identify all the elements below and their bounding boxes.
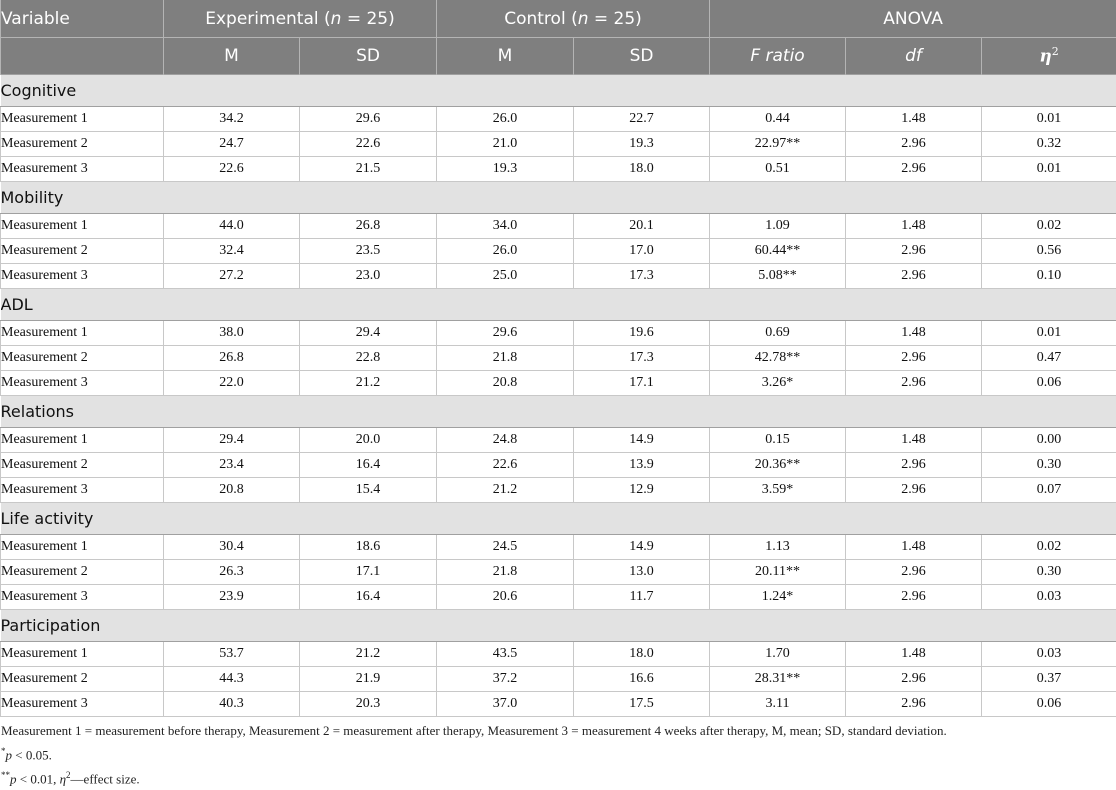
table-cell: 24.7 [164, 132, 300, 157]
table-cell: 17.5 [574, 692, 710, 717]
row-label: Measurement 3 [1, 478, 164, 503]
table-cell: 2.96 [846, 667, 982, 692]
table-cell: 18.0 [574, 642, 710, 667]
table-row [1, 371, 1116, 396]
section-row [1, 396, 1116, 428]
footnote-abbreviations: Measurement 1 = measurement before therapy, Measurement 2 = measurement after therapy, Measurement 3 = measurement 4 weeks after therapy, M, mean; SD, standard deviation. [1, 721, 1111, 741]
table-cell: 20.8 [437, 371, 574, 396]
table-cell: 13.0 [574, 560, 710, 585]
table-cell: 0.00 [982, 428, 1116, 453]
section-row [1, 75, 1116, 107]
table-cell: 0.01 [982, 107, 1116, 132]
header-ctl-m: M [437, 38, 574, 75]
footnote-p001: **p < 0.01, $\eta^2—effect$ size. [1, 765, 1111, 789]
table-cell: 32.4 [164, 239, 300, 264]
table-cell: 22.8 [300, 346, 437, 371]
header-variable-blank [1, 38, 164, 75]
table-cell: 20.3 [300, 692, 437, 717]
table-cell: 0.47 [982, 346, 1116, 371]
table-cell: 20.8 [164, 478, 300, 503]
table-cell: 43.5 [437, 642, 574, 667]
table-cell: 1.48 [846, 107, 982, 132]
section-row [1, 182, 1116, 214]
table-cell: 34.0 [437, 214, 574, 239]
table-cell: 0.30 [982, 560, 1116, 585]
table-cell: 19.3 [437, 157, 574, 182]
table-cell: 2.96 [846, 692, 982, 717]
table-row [1, 132, 1116, 157]
table-cell: 0.01 [982, 157, 1116, 182]
table-cell: 22.0 [164, 371, 300, 396]
table-cell: 38.0 [164, 321, 300, 346]
table-row [1, 107, 1116, 132]
table-cell: 18.0 [574, 157, 710, 182]
table-cell: 2.96 [846, 157, 982, 182]
row-label: Measurement 3 [1, 585, 164, 610]
footnote-p005: *p < 0.05. [1, 741, 1111, 765]
table-cell: 0.15 [710, 428, 846, 453]
table-cell: 21.2 [300, 642, 437, 667]
table-cell: 0.02 [982, 535, 1116, 560]
row-label: Measurement 2 [1, 667, 164, 692]
row-label: Measurement 1 [1, 642, 164, 667]
table-cell: 17.3 [574, 264, 710, 289]
table-cell: 20.1 [574, 214, 710, 239]
table-cell: 13.9 [574, 453, 710, 478]
table-cell: 26.8 [164, 346, 300, 371]
table-cell: 0.03 [982, 642, 1116, 667]
row-label: Measurement 1 [1, 321, 164, 346]
table-cell: 37.2 [437, 667, 574, 692]
table-cell: 23.4 [164, 453, 300, 478]
table-cell: 37.0 [437, 692, 574, 717]
row-label: Measurement 1 [1, 535, 164, 560]
section-row [1, 503, 1116, 535]
table-cell: 3.59* [710, 478, 846, 503]
row-label: Measurement 1 [1, 214, 164, 239]
table-row [1, 585, 1116, 610]
table-cell: 17.1 [574, 371, 710, 396]
table-cell: 2.96 [846, 132, 982, 157]
table-cell: 14.9 [574, 535, 710, 560]
table-cell: 42.78** [710, 346, 846, 371]
table-cell: 23.5 [300, 239, 437, 264]
section-title: ADL [1, 289, 1116, 321]
table-cell: 0.07 [982, 478, 1116, 503]
table-cell: 12.9 [574, 478, 710, 503]
table-cell: 26.3 [164, 560, 300, 585]
table-cell: 21.2 [437, 478, 574, 503]
table-cell: 0.06 [982, 692, 1116, 717]
table-cell: 1.48 [846, 214, 982, 239]
table-cell: 21.5 [300, 157, 437, 182]
row-label: Measurement 2 [1, 346, 164, 371]
table-cell: 26.0 [437, 107, 574, 132]
header-ctl-sd: SD [574, 38, 710, 75]
table-cell: 22.6 [164, 157, 300, 182]
table-cell: 2.96 [846, 264, 982, 289]
table-cell: 1.48 [846, 642, 982, 667]
table-cell: 2.96 [846, 453, 982, 478]
row-label: Measurement 1 [1, 428, 164, 453]
table-cell: 2.96 [846, 239, 982, 264]
table-cell: 16.6 [574, 667, 710, 692]
section-title: Relations [1, 396, 1116, 428]
table-cell: 23.0 [300, 264, 437, 289]
header-anova: ANOVA [710, 0, 1116, 38]
table-cell: 21.8 [437, 560, 574, 585]
table-cell: 0.51 [710, 157, 846, 182]
table-cell: 3.26* [710, 371, 846, 396]
table-cell: 25.0 [437, 264, 574, 289]
table-cell: 0.32 [982, 132, 1116, 157]
table-cell: 26.8 [300, 214, 437, 239]
table-cell: 40.3 [164, 692, 300, 717]
table-cell: 1.48 [846, 535, 982, 560]
table-cell: 3.11 [710, 692, 846, 717]
header-experimental [164, 0, 437, 38]
table-cell: 0.02 [982, 214, 1116, 239]
table-cell: 19.3 [574, 132, 710, 157]
table-cell: 1.48 [846, 428, 982, 453]
table-row [1, 239, 1116, 264]
header-exp-m: M [164, 38, 300, 75]
table-cell: 11.7 [574, 585, 710, 610]
table-cell: 0.10 [982, 264, 1116, 289]
table-cell: 20.36** [710, 453, 846, 478]
table-cell: 29.6 [437, 321, 574, 346]
row-label: Measurement 2 [1, 453, 164, 478]
table-row [1, 214, 1116, 239]
table-cell: 29.6 [300, 107, 437, 132]
row-label: Measurement 2 [1, 239, 164, 264]
table-cell: 26.0 [437, 239, 574, 264]
table-cell: 18.6 [300, 535, 437, 560]
table-cell: 0.03 [982, 585, 1116, 610]
table-row [1, 428, 1116, 453]
table-cell: 16.4 [300, 585, 437, 610]
header-control-label: Control (n = 25) [504, 9, 642, 29]
table-cell: 44.0 [164, 214, 300, 239]
table-cell: 34.2 [164, 107, 300, 132]
table-cell: 22.97** [710, 132, 846, 157]
table-cell: 1.70 [710, 642, 846, 667]
header-df: df [846, 38, 982, 75]
table-cell: 1.13 [710, 535, 846, 560]
table-row [1, 535, 1116, 560]
table-row [1, 560, 1116, 585]
table-cell: 20.0 [300, 428, 437, 453]
table-cell: 1.09 [710, 214, 846, 239]
table-footnotes [1, 721, 1111, 790]
table-cell: 5.08** [710, 264, 846, 289]
table-cell: 20.11** [710, 560, 846, 585]
section-title: Mobility [1, 182, 1116, 214]
table-cell: 0.06 [982, 371, 1116, 396]
table-row [1, 321, 1116, 346]
table-cell: 2.96 [846, 585, 982, 610]
table-cell: 24.5 [437, 535, 574, 560]
table-row [1, 453, 1116, 478]
header-experimental-label: Experimental (n = 25) [205, 9, 395, 29]
table-header [1, 0, 1116, 75]
table-cell: 21.8 [437, 346, 574, 371]
header-f-ratio: F ratio [710, 38, 846, 75]
eta-power: 2 [1052, 45, 1059, 58]
table-cell: 2.96 [846, 560, 982, 585]
row-label: Measurement 3 [1, 157, 164, 182]
table-cell: 21.2 [300, 371, 437, 396]
table-body [1, 75, 1116, 717]
table-cell: 29.4 [164, 428, 300, 453]
table-cell: 19.6 [574, 321, 710, 346]
table-cell: 2.96 [846, 478, 982, 503]
eta-symbol: η [1039, 47, 1051, 67]
table-row [1, 692, 1116, 717]
table-cell: 1.24* [710, 585, 846, 610]
row-label: Measurement 2 [1, 560, 164, 585]
table-cell: 53.7 [164, 642, 300, 667]
table-row [1, 667, 1116, 692]
header-control [437, 0, 710, 38]
table-cell: 21.0 [437, 132, 574, 157]
table-cell: 2.96 [846, 371, 982, 396]
table-cell: 27.2 [164, 264, 300, 289]
table-cell: 0.69 [710, 321, 846, 346]
table-row [1, 264, 1116, 289]
table-cell: 15.4 [300, 478, 437, 503]
header-exp-sd: SD [300, 38, 437, 75]
row-label: Measurement 1 [1, 107, 164, 132]
table-cell: 22.6 [437, 453, 574, 478]
table-cell: 23.9 [164, 585, 300, 610]
table-cell: 0.30 [982, 453, 1116, 478]
table-cell: 28.31** [710, 667, 846, 692]
table-cell: 0.37 [982, 667, 1116, 692]
section-title: Life activity [1, 503, 1116, 535]
table-row [1, 478, 1116, 503]
table-cell: 0.44 [710, 107, 846, 132]
table-cell: 17.0 [574, 239, 710, 264]
table-cell: 0.56 [982, 239, 1116, 264]
section-title: Cognitive [1, 75, 1116, 107]
section-title: Participation [1, 610, 1116, 642]
table-row [1, 346, 1116, 371]
row-label: Measurement 2 [1, 132, 164, 157]
table-cell: 17.1 [300, 560, 437, 585]
table-cell: 22.7 [574, 107, 710, 132]
table-cell: 2.96 [846, 346, 982, 371]
table-cell: 24.8 [437, 428, 574, 453]
table-cell: 29.4 [300, 321, 437, 346]
table-cell: 1.48 [846, 321, 982, 346]
table-cell: 0.01 [982, 321, 1116, 346]
table-cell: 21.9 [300, 667, 437, 692]
row-label: Measurement 3 [1, 371, 164, 396]
table-row [1, 642, 1116, 667]
table-row [1, 157, 1116, 182]
table-cell: 14.9 [574, 428, 710, 453]
table-cell: 16.4 [300, 453, 437, 478]
table-cell: 60.44** [710, 239, 846, 264]
header-variable: Variable [1, 0, 164, 38]
table-cell: 44.3 [164, 667, 300, 692]
row-label: Measurement 3 [1, 264, 164, 289]
table-cell: 17.3 [574, 346, 710, 371]
section-row [1, 289, 1116, 321]
row-label: Measurement 3 [1, 692, 164, 717]
table-cell: 30.4 [164, 535, 300, 560]
section-row [1, 610, 1116, 642]
table-cell: 20.6 [437, 585, 574, 610]
table-cell: 22.6 [300, 132, 437, 157]
header-eta-squared [982, 38, 1116, 75]
